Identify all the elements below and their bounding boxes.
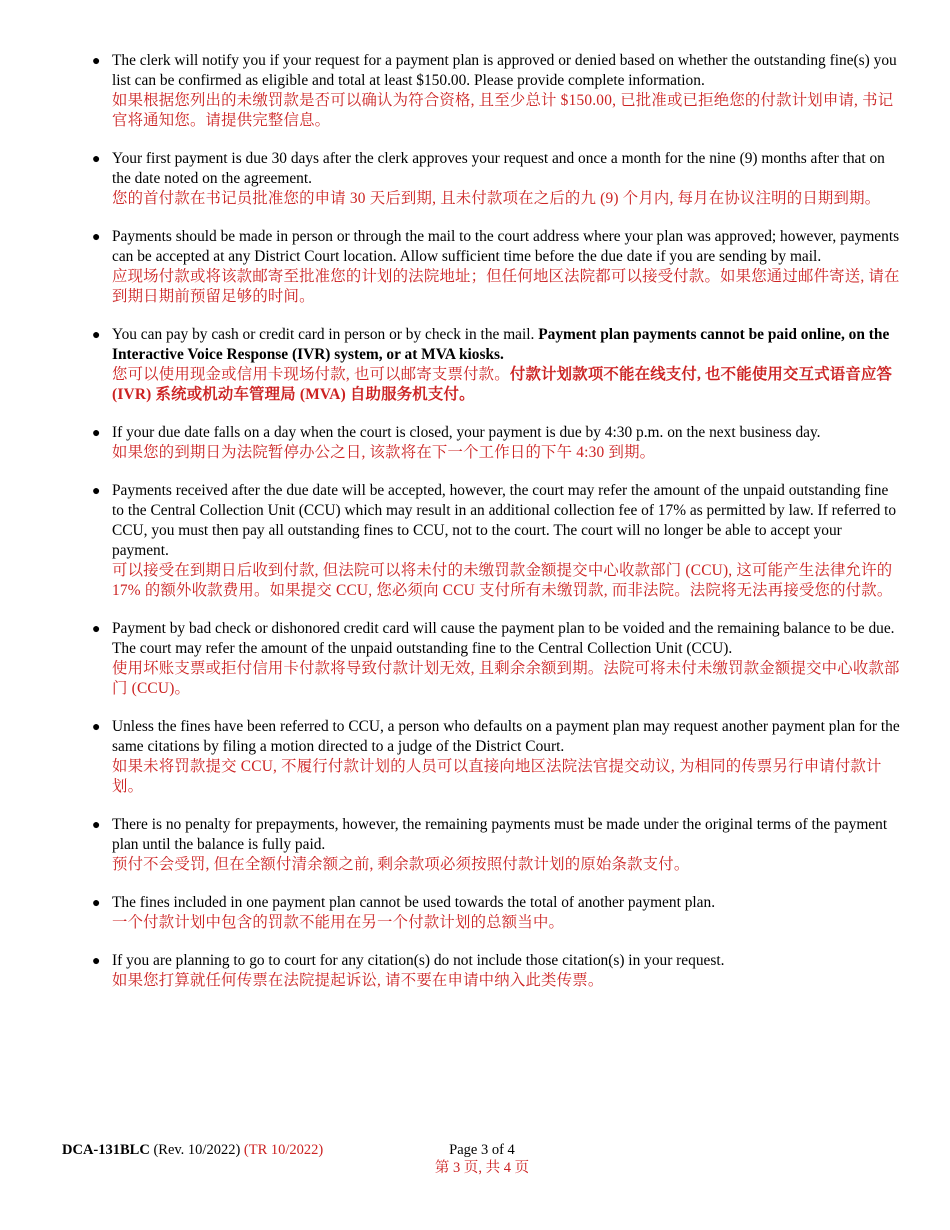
english-text-regular: You can pay by cash or credit card in person or by check in the mail. [112, 326, 539, 343]
english-text: The fines included in one payment plan cannot be used towards the total of another payment plan. [112, 894, 716, 911]
english-text [112, 325, 900, 365]
english-text: Unless the fines have been referred to CCU, a person who defaults on a payment plan may request another payment plan for the same citations by filing a motion directed to a judge of the District Court. [112, 718, 900, 755]
page-number-english: Page 3 of 4 [449, 1142, 515, 1158]
chinese-text [112, 365, 900, 405]
bullet-icon: ● [92, 720, 101, 735]
list-item [90, 149, 900, 209]
bullet-icon: ● [92, 426, 101, 441]
chinese-text: 您的首付款在书记员批准您的申请 30 天后到期, 且未付款项在之后的九 (9) 个月内, 每月在协议注明的日期到期。 [112, 190, 881, 207]
english-text: If you are planning to go to court for any citation(s) do not include those citation(s) in your request. [112, 952, 725, 969]
english-text: Payments received after the due date will be accepted, however, the court may refer the amount of the unpaid outstanding fine to the Central Collection Unit (CCU) which may result in an additional collection fee of 17% as permitted by law. If referred to CCU, you must then pay all outstanding fines to CCU, not to the court. The court will no longer be able to accept your payment. [112, 482, 897, 559]
list-item [90, 325, 900, 405]
list-item [90, 481, 900, 601]
bullet-icon: ● [92, 328, 101, 343]
chinese-text: 如果根据您列出的未缴罚款是否可以确认为符合资格, 且至少总计 $150.00, 已批准或已拒绝您的付款计划申请, 书记官将通知您。请提供完整信息。 [112, 92, 894, 129]
translation-revision: (TR 10/2022) [243, 1142, 324, 1158]
list-item [90, 717, 900, 797]
bullet-icon: ● [92, 230, 101, 245]
page-footer [62, 1141, 902, 1181]
chinese-text-bold: 付款计划款项不能在线支付, 也不能使用交互式语音应答 (IVR) 系统或机动车管理局 (MVA) 自助服务机支付。 [112, 366, 893, 403]
list-item [90, 951, 900, 991]
form-identifier [62, 1141, 323, 1159]
form-revision: (Rev. 10/2022) [149, 1142, 244, 1158]
chinese-text: 如果您的到期日为法院暂停办公之日, 该款将在下一个工作日的下午 4:30 到期。 [112, 444, 656, 461]
list-item [90, 619, 900, 699]
chinese-text: 一个付款计划中包含的罚款不能用在另一个付款计划的总额当中。 [112, 914, 565, 931]
chinese-text: 应现场付款或将该款邮寄至批准您的计划的法院地址；但任何地区法院都可以接受付款。如果您通过邮件寄送, 请在到期日期前预留足够的时间。 [112, 268, 900, 305]
page-number [422, 1141, 542, 1177]
list-item [90, 815, 900, 875]
english-text: Payment by bad check or dishonored credit card will cause the payment plan to be voided and the remaining balance to be due. The court may refer the amount of the unpaid outstanding fine to the Central Collection Unit (CCU). [112, 620, 895, 657]
page-number-chinese: 第 3 页, 共 4 页 [434, 1160, 530, 1176]
bullet-icon: ● [92, 484, 101, 499]
bullet-icon: ● [92, 896, 101, 911]
chinese-text: 使用坏账支票或拒付信用卡付款将导致付款计划无效, 且剩余余额到期。法院可将未付未缴罚款金额提交中心收款部门 (CCU)。 [112, 660, 900, 697]
bullet-icon: ● [92, 954, 101, 969]
chinese-text: 预付不会受罚, 但在全额付清余额之前, 剩余款项必须按照付款计划的原始条款支付。 [112, 856, 690, 873]
english-text-bold: Payment plan payments cannot be paid online, on the Interactive Voice Response (IVR) system, or at MVA kiosks. [112, 326, 890, 363]
english-text: If your due date falls on a day when the court is closed, your payment is due by 4:30 p.m. on the next business day. [112, 424, 821, 441]
list-item [90, 423, 900, 463]
english-text: The clerk will notify you if your request for a payment plan is approved or denied based on whether the outstanding fine(s) you list can be confirmed as eligible and total at least $150.00. Please provide complete information. [112, 52, 897, 89]
english-text: Your first payment is due 30 days after the clerk approves your request and once a month for the nine (9) months after that on the date noted on the agreement. [112, 150, 885, 187]
bullet-icon: ● [92, 54, 101, 69]
bullet-icon: ● [92, 152, 101, 167]
bullet-icon: ● [92, 818, 101, 833]
list-item [90, 51, 900, 131]
instruction-list [90, 51, 900, 1009]
chinese-text-regular: 您可以使用现金或信用卡现场付款, 也可以邮寄支票付款。 [112, 366, 510, 383]
bullet-icon: ● [92, 622, 101, 637]
english-text: Payments should be made in person or through the mail to the court address where your plan was approved; however, payments can be accepted at any District Court location. Allow sufficient time before the due date if you are sending by mail. [112, 228, 900, 265]
list-item [90, 893, 900, 933]
form-code: DCA-131BLC [62, 1142, 150, 1158]
chinese-text: 可以接受在到期日后收到付款, 但法院可以将未付的未缴罚款金额提交中心收款部门 (CCU), 这可能产生法律允许的 17% 的额外收款费用。如果提交 CCU, 您必须向 CCU 支付所有未缴罚款, 而非法院。法院将无法再接受您的付款。 [112, 562, 893, 599]
list-item [90, 227, 900, 307]
chinese-text: 如果未将罚款提交 CCU, 不履行付款计划的人员可以直接向地区法院法官提交动议, 为相同的传票另行申请付款计划。 [112, 758, 882, 795]
chinese-text: 如果您打算就任何传票在法院提起诉讼, 请不要在申请中纳入此类传票。 [112, 972, 604, 989]
english-text: There is no penalty for prepayments, however, the remaining payments must be made under the original terms of the payment plan until the balance is fully paid. [112, 816, 888, 853]
